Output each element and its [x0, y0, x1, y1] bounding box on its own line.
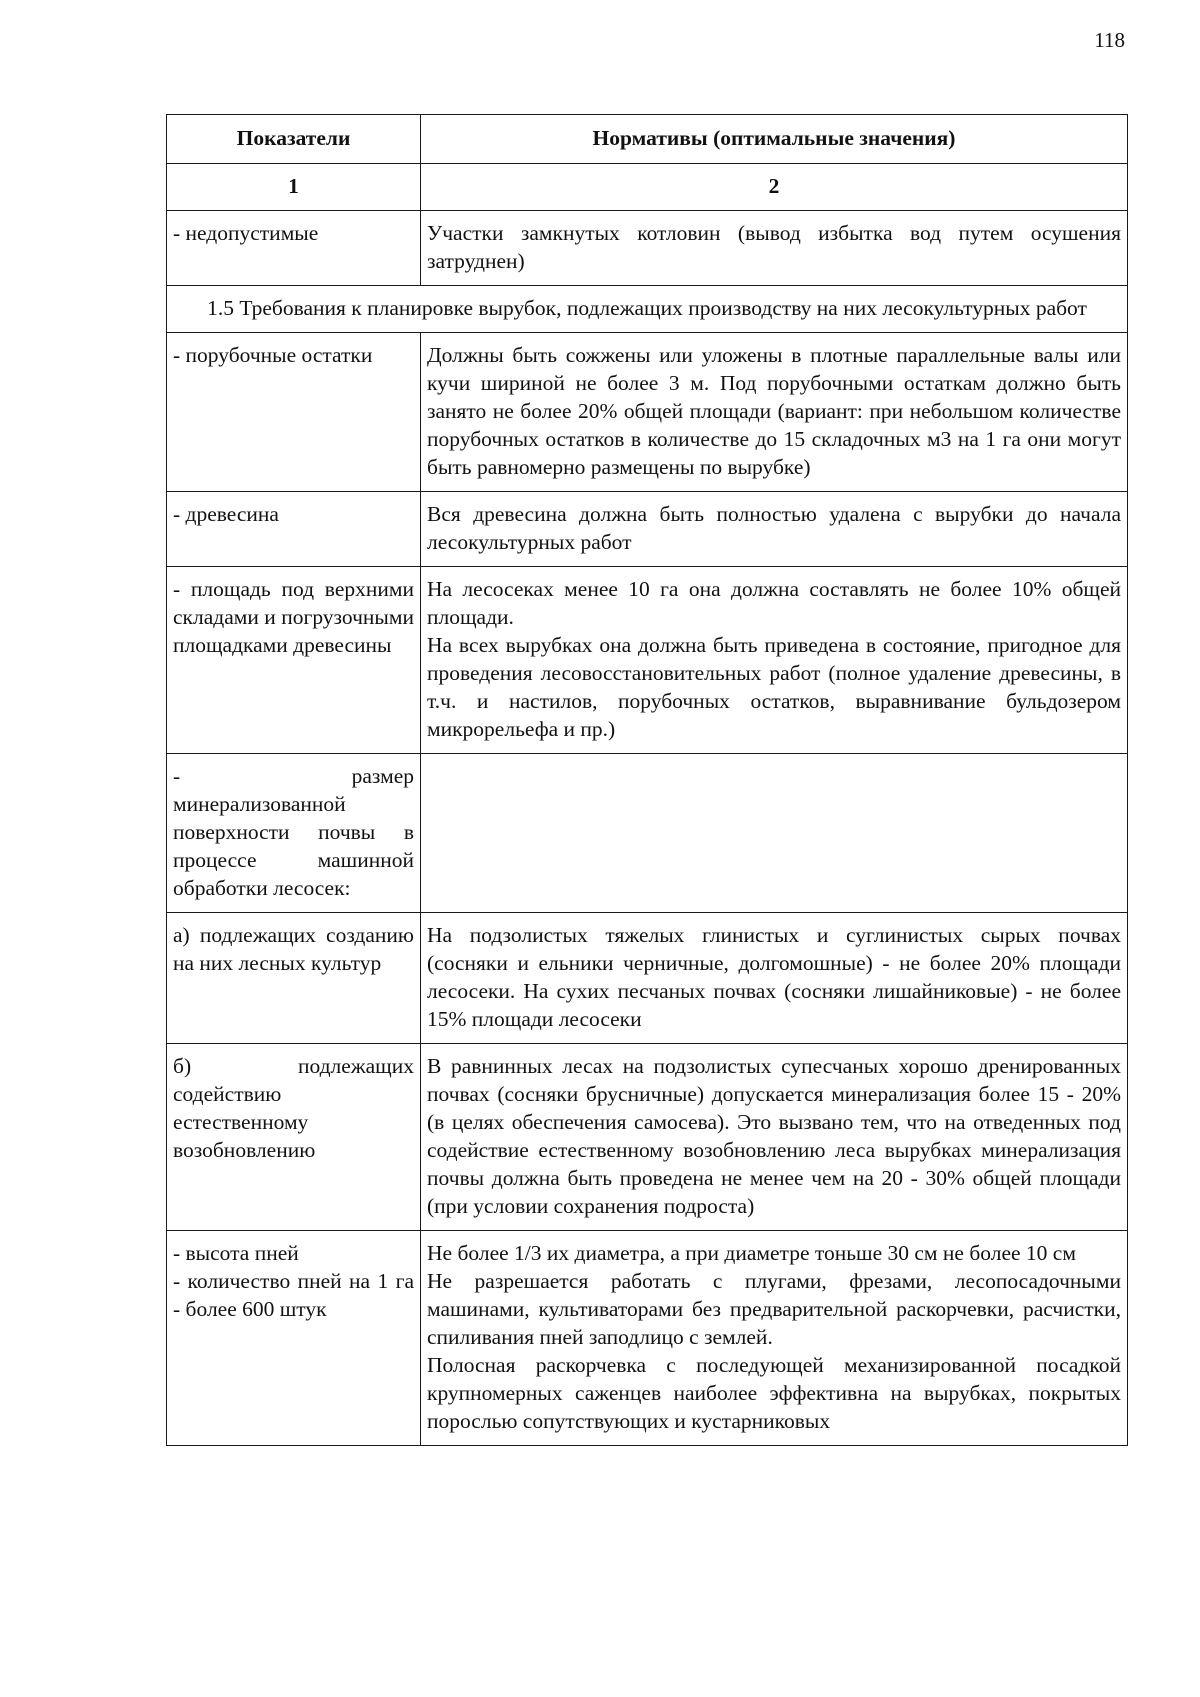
table-row: [167, 211, 1128, 286]
indicator-cell: - порубочные остатки: [167, 333, 421, 492]
indicator-cell: [167, 1231, 421, 1446]
norm-cell-empty: [421, 754, 1128, 913]
norm-cell: Вся древесина должна быть полностью удалена с вырубки до начала лесокультурных работ: [421, 492, 1128, 567]
column-number-2: 2: [421, 164, 1128, 211]
column-number-1: 1: [167, 164, 421, 211]
norm-cell: Должны быть сожжены или уложены в плотные параллельные валы или кучи шириной не более 3 м. Под порубочными остаткам должно быть занято не более 20% общей площади (вариант: при небольшом количестве порубочных остатков в количестве до 15 складочных м3 на 1 га они могут быть равномерно размещены по вырубке): [421, 333, 1128, 492]
norm-paragraph: Не более 1/3 их диаметра, а при диаметре тоньше 30 см не более 10 см: [427, 1241, 1076, 1265]
norms-table: [166, 114, 1128, 1446]
norm-cell: В равнинных лесах на подзолистых супесчаных хорошо дренированных почвах (сосняки брусничные) допускается минерализация более 15 - 20% (в целях обеспечения самосева). Это вызвано тем, что на отведенных под содействие естественному возобновлению леса вырубках минерализация почвы должна быть проведена не менее чем на 20 - 30% общей площади (при условии сохранения подроста): [421, 1044, 1128, 1231]
norm-paragraph: На лесосеках менее 10 га она должна составлять не более 10% общей площади.: [427, 577, 1121, 629]
norm-paragraph: Не разрешается работать с плугами, фрезами, лесопосадочными машинами, культиваторами без предварительной раскорчевки, расчистки, спиливания пней заподлицо с землей.: [427, 1269, 1121, 1349]
table-row: [167, 913, 1128, 1044]
norm-cell: [421, 567, 1128, 754]
indicator-cell: - площадь под верхними складами и погрузочными площадками древесины: [167, 567, 421, 754]
norm-paragraph: Полосная раскорчевка с последующей механизированной посадкой крупномерных саженцев наиболее эффективна на вырубках, покрытых порослью сопутствующих и кустарниковых: [427, 1353, 1121, 1433]
page-number: 118: [1094, 28, 1125, 52]
indicator-cell: а) подлежащих созданию на них лесных культур: [167, 913, 421, 1044]
indicator-line: - количество пней на 1 га - более 600 штук: [173, 1269, 414, 1321]
table-row: [167, 1044, 1128, 1231]
section-row: [167, 286, 1128, 333]
indicator-cell: - размер минерализованной поверхности почвы в процессе машинной обработки лесосек:: [167, 754, 421, 913]
table-row: [167, 567, 1128, 754]
table-header-row: [167, 115, 1128, 164]
norm-cell: На подзолистых тяжелых глинистых и суглинистых сырых почвах (сосняки и ельники черничные, долгомошные) - не более 20% площади лесосеки. На сухих песчаных почвах (сосняки лишайниковые) - не более 15% площади лесосеки: [421, 913, 1128, 1044]
table-row: [167, 492, 1128, 567]
indicator-cell: - древесина: [167, 492, 421, 567]
header-norms: Нормативы (оптимальные значения): [421, 115, 1128, 164]
table-row: [167, 754, 1128, 913]
table-row: [167, 333, 1128, 492]
norm-paragraph: На всех вырубках она должна быть приведена в состояние, пригодное для проведения лесовосстановительных работ (полное удаление древесины, в т.ч. и настилов, порубочных остатков, выравнивание бульдозером микрорельефа и пр.): [427, 633, 1121, 741]
indicator-cell: - недопустимые: [167, 211, 421, 286]
header-indicators: Показатели: [167, 115, 421, 164]
column-number-row: [167, 164, 1128, 211]
norm-cell: [421, 1231, 1128, 1446]
section-heading: 1.5 Требования к планировке вырубок, подлежащих производству на них лесокультурных работ: [167, 286, 1128, 333]
table-row: [167, 1231, 1128, 1446]
indicator-line: - высота пней: [173, 1241, 299, 1265]
indicator-cell: б) подлежащих содействию естественному возобновлению: [167, 1044, 421, 1231]
norm-cell: Участки замкнутых котловин (вывод избытка вод путем осушения затруднен): [421, 211, 1128, 286]
